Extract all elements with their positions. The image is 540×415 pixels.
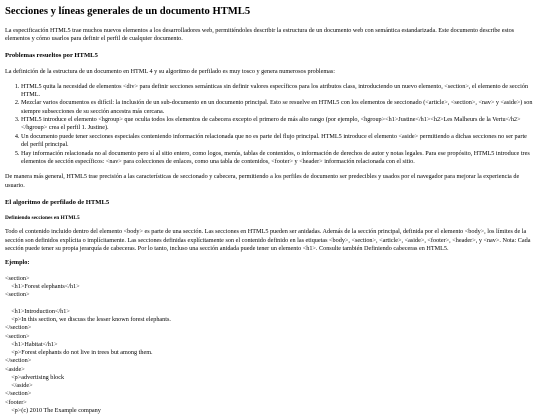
sections-subheading: Definiendo secciones en HTML5 <box>5 214 80 221</box>
sections-paragraph: Todo el contenido incluido dentro del elemento <body> es parte de una sección. Las secciones en HTML5 pueden ser anidadas. Además de la sección principal, definida por el elemento <body>, los límites de la sección son definidos explícita o implícitamente. Las secciones definidas explícitamente son el contenido definido en las etiquetas <body>, <section>, <article>, <aside>, <footer>, <header>, y <nav>. Nota: Cada sección puede tener su propia jerarquía de cabeceras. Por lo tanto, incluso una sección anidada puede tener un elemento <h1>. Consulte también Definiendo cabeceras en HTML5. <box>5 228 531 253</box>
problem-item: 1. HTML5 quita la necesidad de elementos <div> para definir secciones semánticas sin definir valores específicos para los atributos class, introduciendo un nuevo elemento, <section>, el elemento de sección HTML. <box>21 83 535 100</box>
problem-item: 5. Hay información relacionada no al documento pero sí al sitio entero, como logos, menús, tablas de contenidos, o información de derechos de autor y notas legales. Para ese propósito, HTML5 introduce tres elementos de sección específicos: <nav> para colecciones de enlaces, como una tabla de contenidos, <footer> y <header> información relacionada con el sitio. <box>21 150 535 167</box>
problem-item: 4. Un documento puede tener secciones especiales conteniendo información relacionada que no es parte del flujo principal. HTML5 introduce el elemento <aside> permitiendo a dichas secciones no ser parte del perfil principal. <box>21 133 535 150</box>
summary-paragraph: De manera más general, HTML5 trae precisión a las características de seccionado y cabecera, permitiendo a los perfiles de documento ser predecibles y usados por el navegador para mejorar la experiencia de usuario. <box>5 173 520 189</box>
problems-list <box>5 83 535 167</box>
example-label: Ejemplo: <box>5 259 30 267</box>
problems-intro-paragraph: La definición de la estructura de un documento en HTML 4 y su algoritmo de perfilado es muy tosco y genera numerosos problemas: <box>5 68 336 76</box>
problem-item: 2. Mezclar varios documentos es difícil: la inclusión de un sub-documento en un documento principal. Esto se resuelve en HTML5 con los elementos de seccionado (<article>, <section>, <nav> y <aside>) son siempre subsecciones de su sección ancestra más cercana. <box>21 99 535 116</box>
problem-item: 3. HTML5 introduce el elemento <hgroup> que oculta todos los elementos de cabecera excepto el primero de más alto rango (por ejemplo, <hgroup><h1>Justine</h1><h2>Les Malheurs de la Vertu</h2></hgroup> crea el perfil 1. Justine). <box>21 116 535 133</box>
code-example: <section> <h1>Forest elephants</h1> <section> <h1>Introduction</h1> <p>In this section, we discuss the lesser known forest elephants. </section> <section> <h1>Habitat</h1> <p>Forest elephants do not live in trees but among them. </section> <aside> <p>advertising block </aside> </section> <footer> <p>(c) 2010 The Example company <box>5 274 171 414</box>
problems-heading: Problemas resueltos por HTML5 <box>5 52 98 60</box>
page-title: Secciones y líneas generales de un documento HTML5 <box>5 6 251 17</box>
intro-paragraph: La especificación HTML5 trae muchos nuevos elementos a los desarrolladores web, permitiéndoles describir la estructura de un documento web con semántica estandarizada. Este documento describe estos elementos y cómo usarlos para definir el perfil de cualquier documento. <box>5 26 515 43</box>
algorithm-heading: El algoritmo de perfilado de HTML5 <box>5 199 110 206</box>
